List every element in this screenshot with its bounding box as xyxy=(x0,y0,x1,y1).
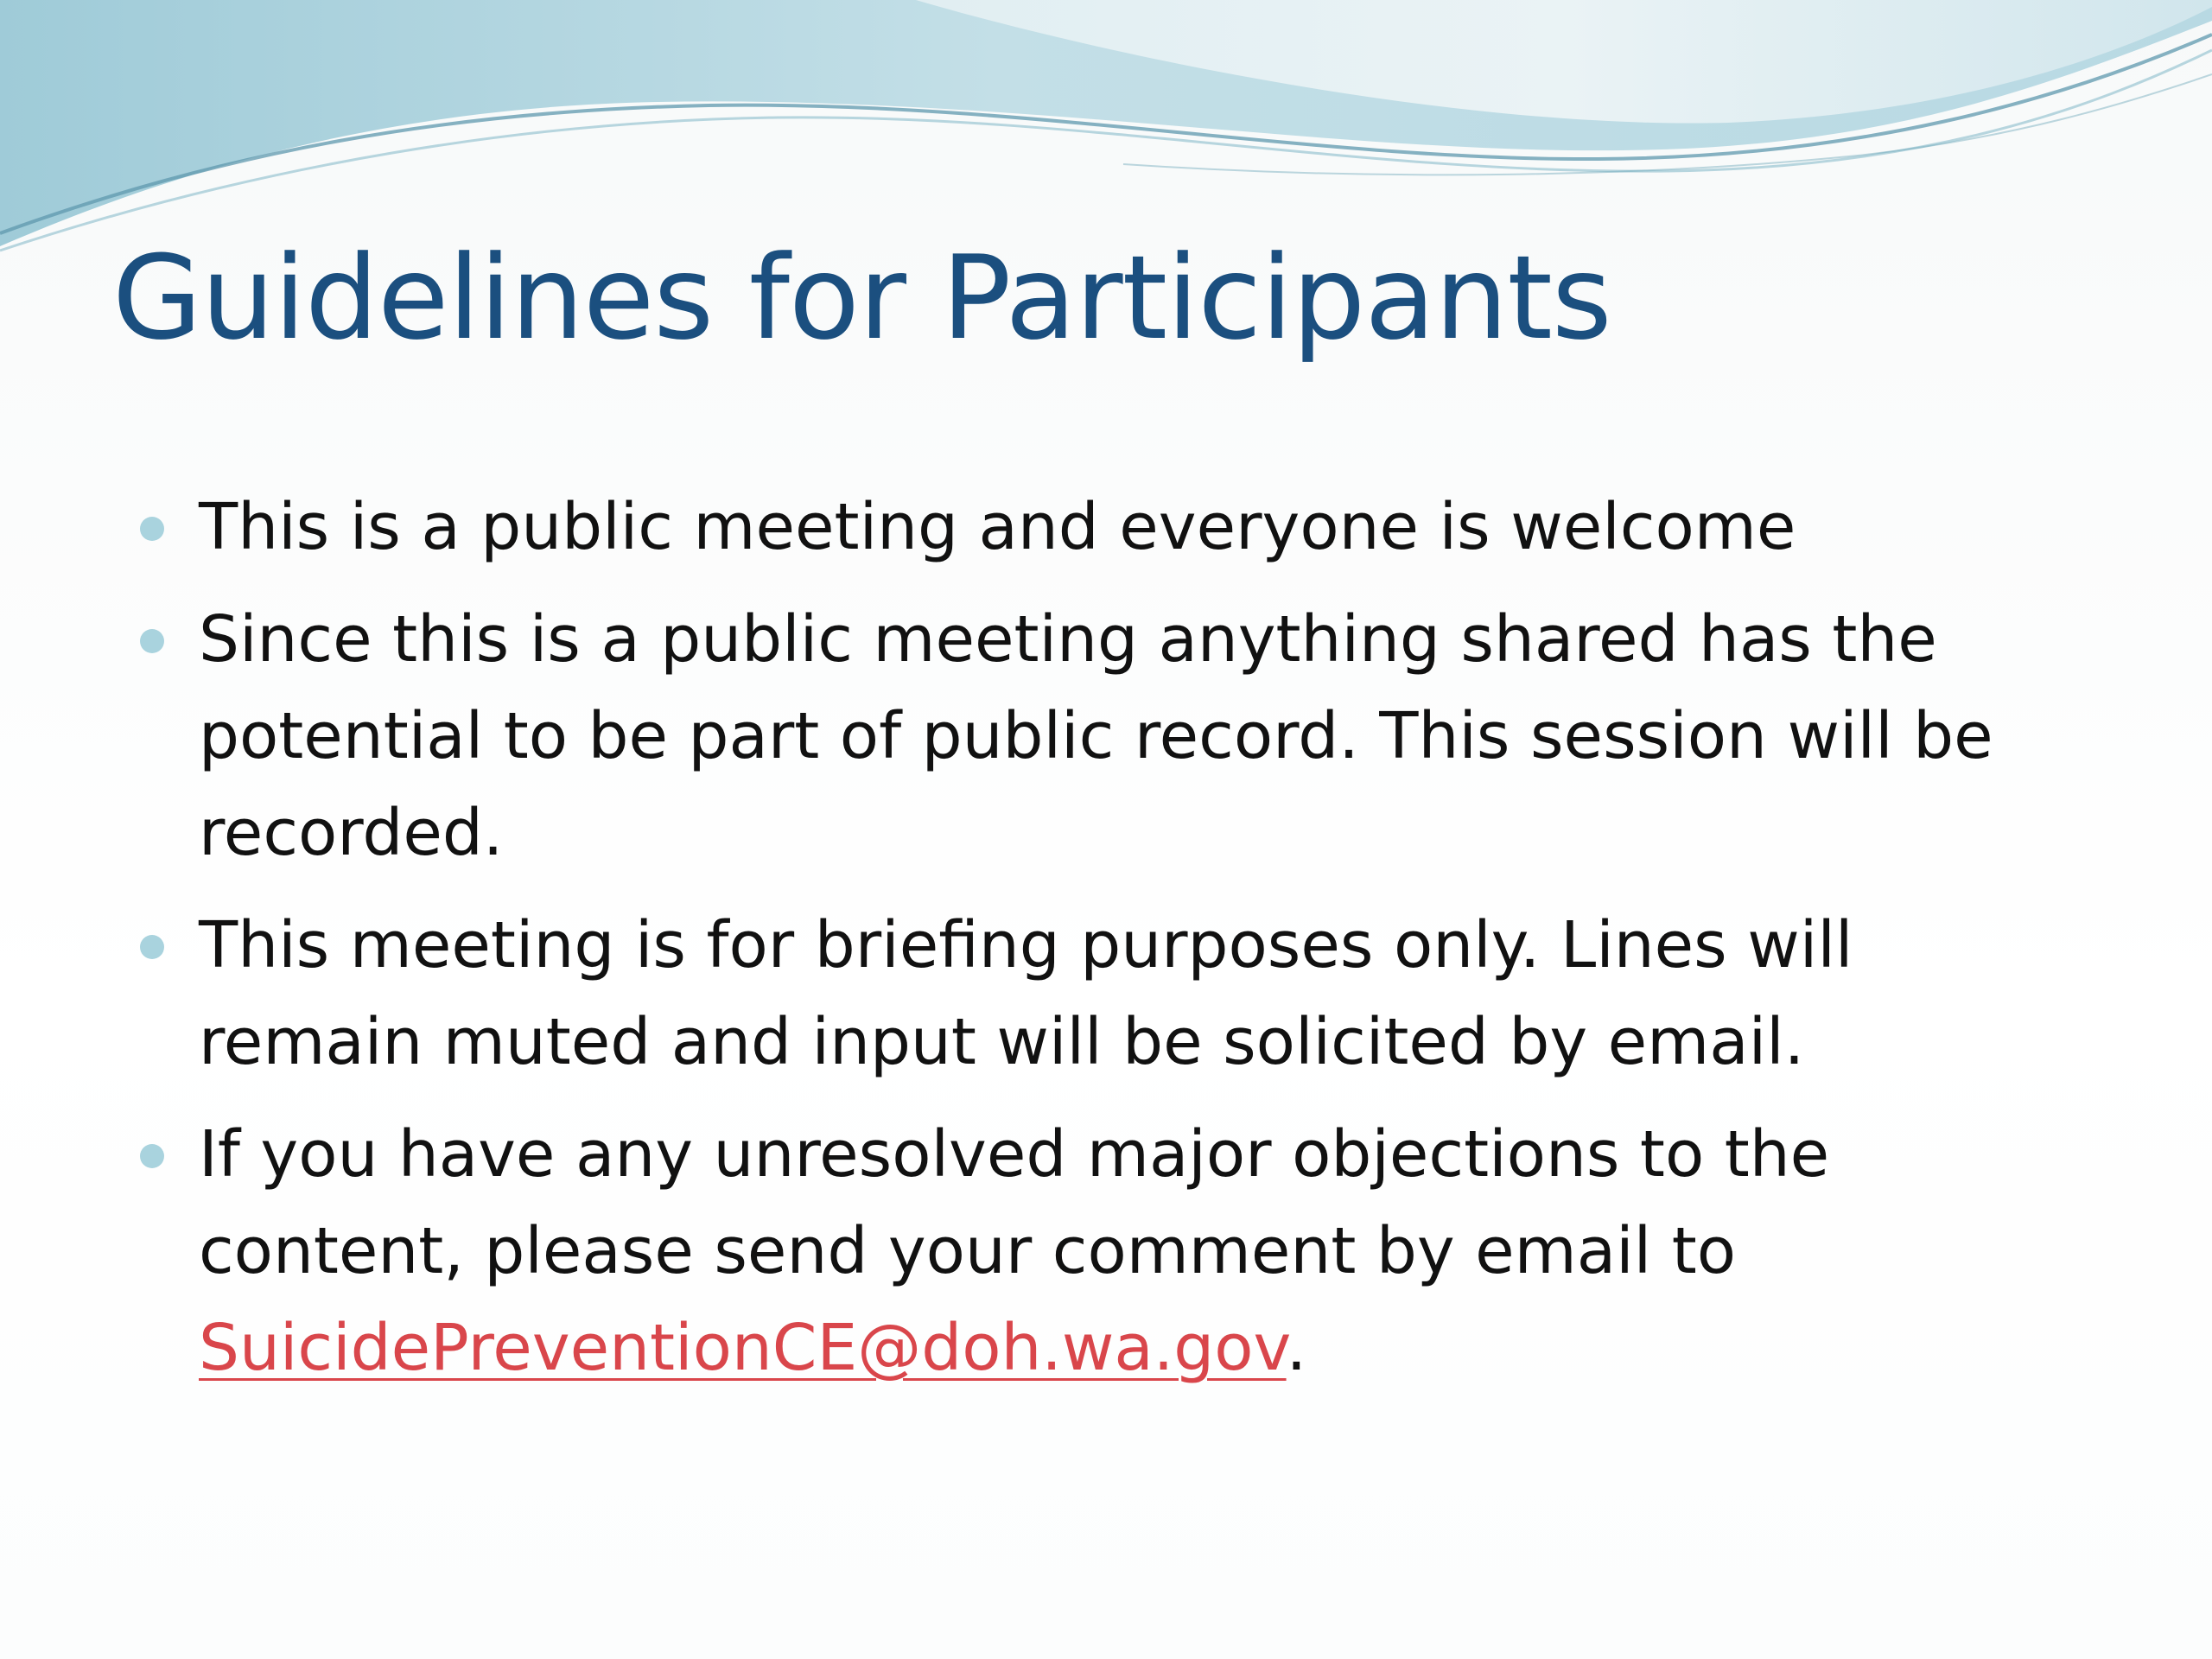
bullet-circle-icon xyxy=(140,1144,164,1168)
bullet-list xyxy=(138,479,2091,1412)
bullet-item-briefing-purposes xyxy=(138,897,2091,1090)
bullet-circle-icon xyxy=(140,517,164,541)
decorative-wave-header xyxy=(0,0,2212,259)
bullet-text: Since this is a public meeting anything shared has the potential to be part of public record. This session will be recorded. xyxy=(199,602,1993,870)
bullet-circle-icon xyxy=(140,629,164,653)
bullet-text-before-link: If you have any unresolved major objections to the content, please send your comment by email to xyxy=(199,1117,1830,1288)
bullet-text: This is a public meeting and everyone is welcome xyxy=(199,490,1796,564)
email-link[interactable]: SuicidePreventionCE@doh.wa.gov xyxy=(199,1311,1287,1385)
bullet-text-after-link: . xyxy=(1286,1311,1307,1385)
bullet-item-objections-email xyxy=(138,1106,2091,1396)
slide-title: Guidelines for Participants xyxy=(112,231,1611,365)
bullet-item-public-record xyxy=(138,591,2091,881)
bullet-circle-icon xyxy=(140,935,164,959)
bullet-text: This meeting is for briefing purposes only. Lines will remain muted and input will be solicited by email. xyxy=(199,908,1853,1079)
bullet-item-public-meeting xyxy=(138,479,2091,575)
